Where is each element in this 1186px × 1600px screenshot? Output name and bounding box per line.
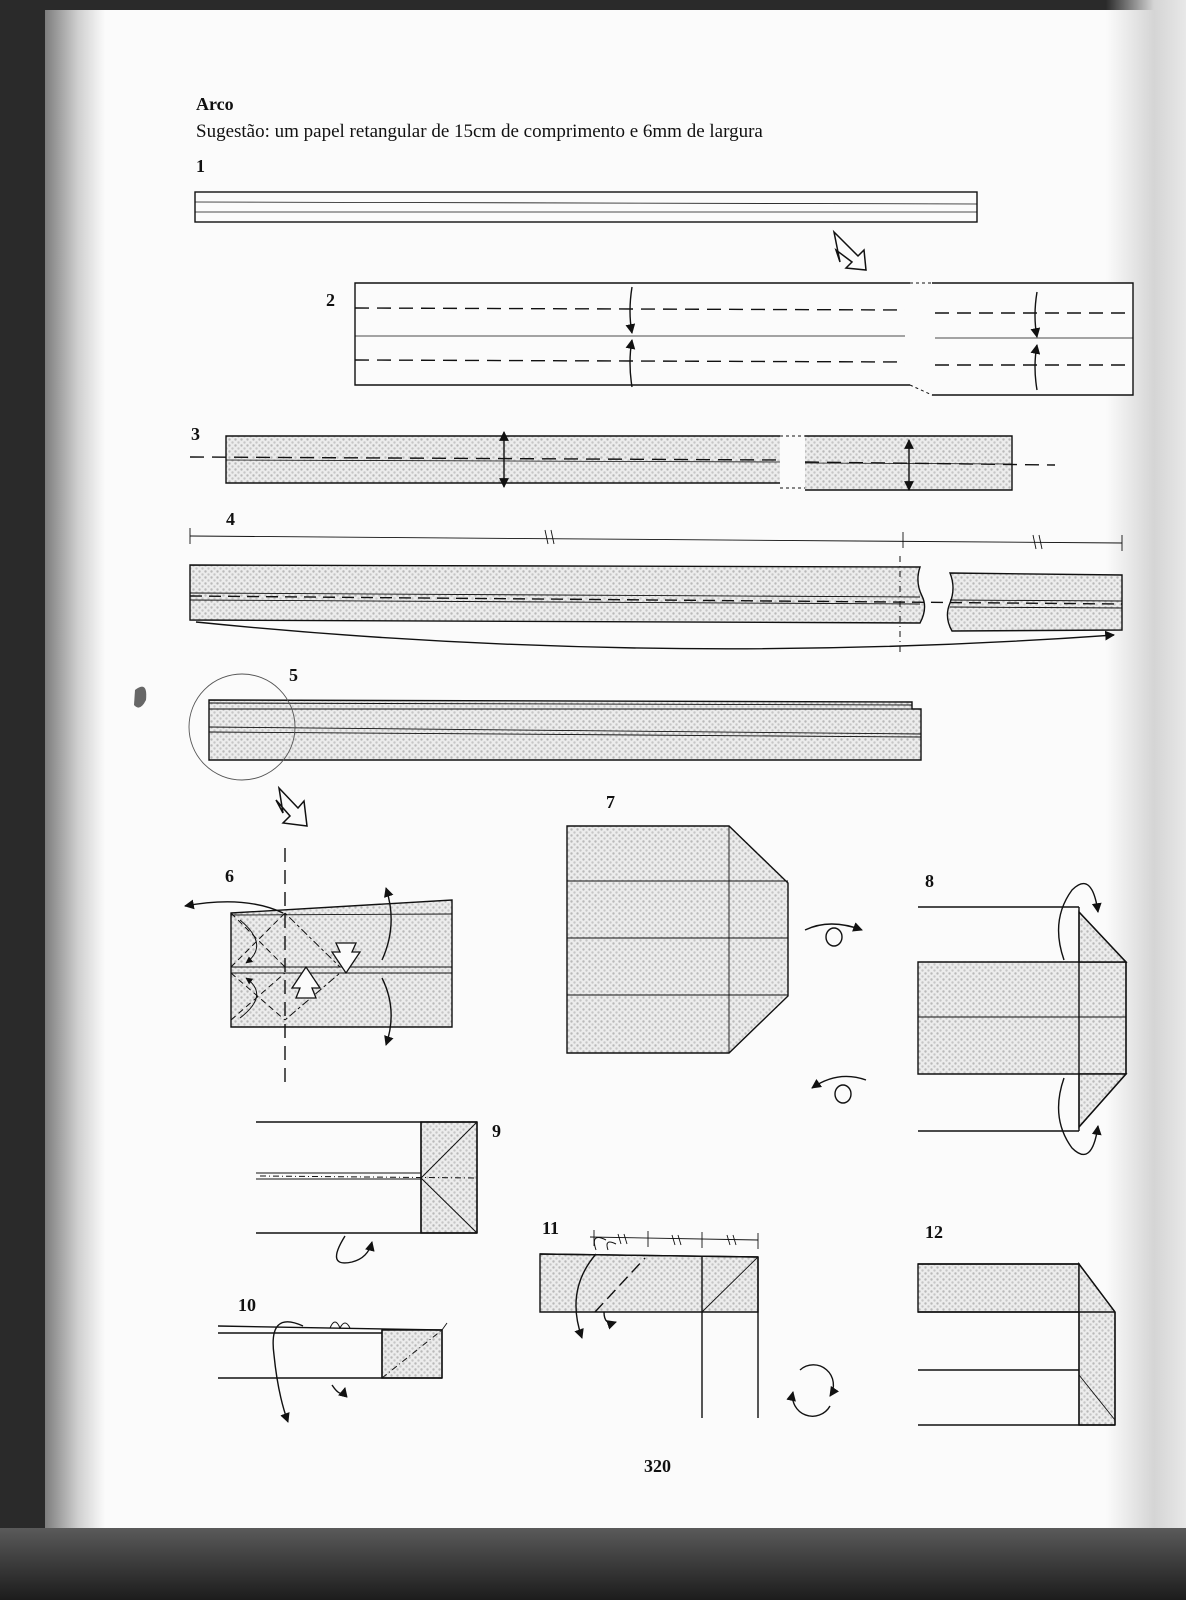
next-step-arrow-icon xyxy=(834,232,866,270)
step-3-diagram xyxy=(190,432,1055,490)
step-number: 11 xyxy=(542,1218,560,1238)
step-8-diagram xyxy=(918,884,1126,1155)
page-number: 320 xyxy=(644,1456,671,1476)
step-number: 12 xyxy=(925,1222,943,1242)
page-title: Arco xyxy=(196,94,234,114)
step-11-diagram xyxy=(540,1230,833,1418)
step-5-diagram xyxy=(134,674,921,780)
step-9-diagram xyxy=(256,1122,477,1263)
step-number: 6 xyxy=(225,866,234,886)
step-number: 8 xyxy=(925,871,934,891)
turn-over-icon xyxy=(805,924,862,946)
step-2-diagram xyxy=(355,283,1133,395)
step-number: 3 xyxy=(191,424,200,444)
step-number: 1 xyxy=(196,156,205,176)
step-number: 9 xyxy=(492,1121,501,1141)
step-number: 4 xyxy=(226,509,235,529)
step-4-diagram xyxy=(190,528,1122,655)
step-7-diagram xyxy=(567,826,866,1103)
rotate-icon xyxy=(793,1365,834,1416)
step-12-diagram xyxy=(918,1264,1115,1425)
turn-over-icon xyxy=(812,1076,866,1103)
page-subtitle: Sugestão: um papel retangular de 15cm de comprimento e 6mm de largura xyxy=(196,121,763,142)
step-1-diagram xyxy=(195,192,977,222)
next-step-arrow-icon xyxy=(276,788,307,826)
step-number: 10 xyxy=(238,1295,256,1315)
step-number: 5 xyxy=(289,665,298,685)
step-10-diagram xyxy=(218,1322,447,1422)
step-number: 7 xyxy=(606,792,615,812)
step-number: 2 xyxy=(326,290,335,310)
